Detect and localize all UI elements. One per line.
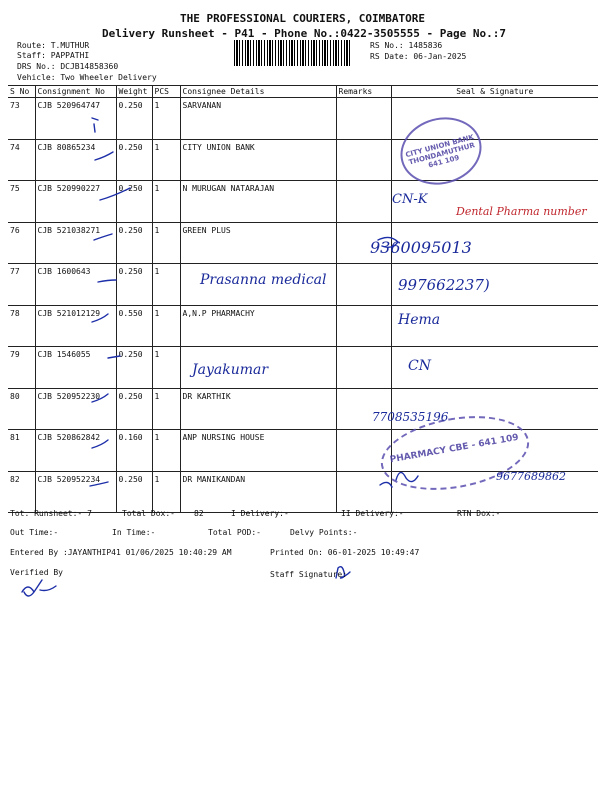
cell-pcs: 1 (152, 347, 180, 389)
cell-weight: 0.550 (116, 305, 152, 347)
cell-weight: 0.250 (116, 139, 152, 181)
cell-consignment: CJB 520952234 (35, 471, 116, 513)
staff-signature: Staff Signature: (270, 570, 348, 579)
printed-on: Printed On: 06-01-2025 10:49:47 (270, 548, 420, 557)
cell-weight: 0.160 (116, 430, 152, 472)
cell-consignee: A,N.P PHARMACHY (180, 305, 336, 347)
col-header-sno: S No (8, 86, 35, 98)
vehicle-label: Vehicle: Two Wheeler Delivery (17, 73, 157, 82)
cell-consignment: CJB 520952230 (35, 388, 116, 430)
cell-weight: 0.250 (116, 222, 152, 264)
cell-consignee: N MURUGAN NATARAJAN (180, 181, 336, 223)
col-header-consignment: Consignment No (35, 86, 116, 98)
cell-consignment: CJB 520990227 (35, 181, 116, 223)
runsheet-subtitle: Delivery Runsheet - P41 - Phone No.:0422-3505555 - Page No.:7 (102, 27, 506, 40)
rs-number: RS No.: 1485836 (370, 41, 443, 50)
cell-consignment: CJB 1546055 (35, 347, 116, 389)
handwritten-note-dental: Dental Pharma number (456, 205, 587, 218)
handwritten-consignee-79: Jayakumar (192, 362, 269, 378)
handwritten-phone: 9677689862 (496, 470, 566, 483)
cell-pcs: 1 (152, 471, 180, 513)
total-dox-value: 82 (194, 509, 204, 518)
col-header-seal: Seal & Signature (391, 86, 598, 98)
cell-pcs: 1 (152, 181, 180, 223)
col-header-pcs: PCS (152, 86, 180, 98)
cell-consignment: CJB 521038271 (35, 222, 116, 264)
out-time: Out Time:- (10, 528, 59, 537)
cell-sno: 82 (8, 471, 35, 513)
cell-weight: 0.250 (116, 181, 152, 223)
cell-sno: 76 (8, 222, 35, 264)
cell-sno: 77 (8, 264, 35, 306)
cell-pcs: 1 (152, 264, 180, 306)
cell-pcs: 1 (152, 388, 180, 430)
cell-consignee: SARVANAN (180, 98, 336, 140)
cell-sno: 81 (8, 430, 35, 472)
cell-consignee: DR KARTHIK (180, 388, 336, 430)
cell-pcs: 1 (152, 139, 180, 181)
handwritten-name-hema: Hema (398, 312, 441, 328)
pharmacy-stamp: PHARMACY CBE - 641 109 (375, 406, 535, 501)
route-label: Route: T.MUTHUR (17, 41, 90, 50)
cell-weight: 0.250 (116, 471, 152, 513)
cell-sno: 78 (8, 305, 35, 347)
cell-consignment: CJB 1600643 (35, 264, 116, 306)
cell-consignee: DR MANIKANDAN (180, 471, 336, 513)
handwritten-note-cnk: CN-K (392, 192, 428, 207)
tot-runsheet: Tot. Runsheet:- 7 (10, 509, 92, 518)
i-delivery: I Delivery:- (231, 509, 289, 518)
cell-pcs: 1 (152, 222, 180, 264)
cell-weight: 0.250 (116, 98, 152, 140)
cell-sno: 79 (8, 347, 35, 389)
total-pod: Total POD:- (208, 528, 261, 537)
cell-weight: 0.250 (116, 388, 152, 430)
handwritten-consignee-77: Prasanna medical (200, 272, 327, 288)
total-dox-label: Total Dox:- (122, 509, 175, 518)
handwritten-phone: 997662237) (398, 276, 490, 294)
verified-by: Verified By (10, 568, 63, 577)
bank-stamp: CITY UNION BANK THONDAMUTHUR 641 109 (393, 109, 489, 194)
cell-consignee: CITY UNION BANK (180, 139, 336, 181)
cell-sno: 74 (8, 139, 35, 181)
ii-delivery: II Delivery:- (341, 509, 404, 518)
cell-pcs: 1 (152, 430, 180, 472)
col-header-consignee: Consignee Details (180, 86, 336, 98)
cell-consignee: GREEN PLUS (180, 222, 336, 264)
handwritten-note-cn: CN (408, 358, 431, 374)
cell-consignment: CJB 520964747 (35, 98, 116, 140)
cell-sno: 73 (8, 98, 35, 140)
staff-label: Staff: PAPPATHI (17, 51, 90, 60)
col-header-weight: Weight (116, 86, 152, 98)
handwritten-phone: 7708535196 (372, 410, 449, 424)
cell-consignment: CJB 521012129 (35, 305, 116, 347)
delvy-points: Delvy Points:- (290, 528, 358, 537)
cell-consignment: CJB 520862842 (35, 430, 116, 472)
cell-weight: 0.250 (116, 347, 152, 389)
cell-consignment: CJB 80865234 (35, 139, 116, 181)
cell-pcs: 1 (152, 305, 180, 347)
company-title: THE PROFESSIONAL COURIERS, COIMBATORE (180, 12, 426, 25)
cell-sno: 80 (8, 388, 35, 430)
cell-sno: 75 (8, 181, 35, 223)
cell-pcs: 1 (152, 98, 180, 140)
cell-weight: 0.250 (116, 264, 152, 306)
col-header-remarks: Remarks (336, 86, 391, 98)
entered-by: Entered By :JAYANTHIP41 01/06/2025 10:40:29 AM (10, 548, 232, 557)
rtn-dox: RTN Dox:- (457, 509, 501, 518)
handwritten-phone: 9360095013 (370, 238, 472, 257)
cell-consignee: ANP NURSING HOUSE (180, 430, 336, 472)
rs-date: RS Date: 06-Jan-2025 (370, 52, 467, 61)
drs-number: DRS No.: DCJB14858360 (17, 62, 119, 71)
in-time: In Time:- (112, 528, 156, 537)
